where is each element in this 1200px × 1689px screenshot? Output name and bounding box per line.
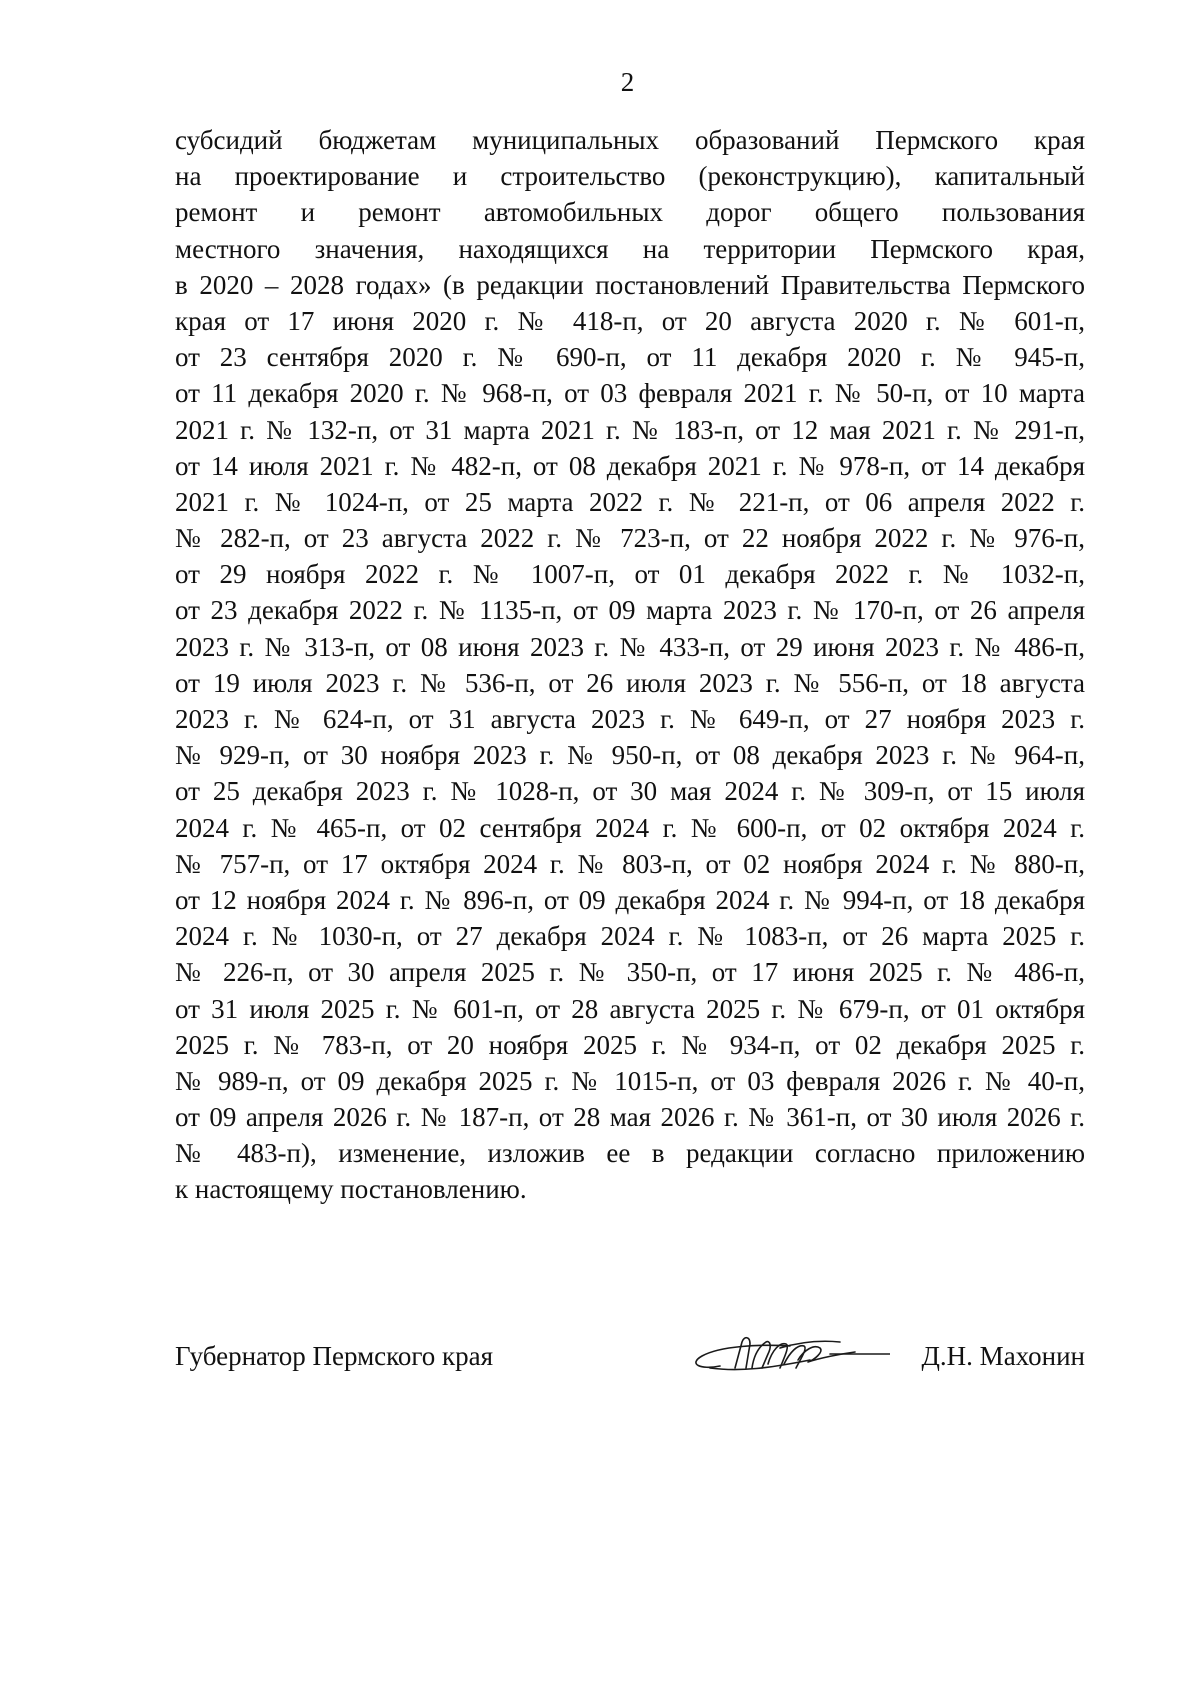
body-line: от 23 декабря 2022 г. № 1135-п, от 09 марта 2023 г. № 170-п, от 26 апреля bbox=[175, 595, 1085, 626]
body-line: края от 17 июня 2020 г. № 418-п, от 20 августа 2020 г. № 601-п, bbox=[175, 305, 1085, 336]
body-line: ремонт и ремонт автомобильных дорог общего пользования bbox=[175, 197, 1085, 228]
body-line: 2021 г. № 1024-п, от 25 марта 2022 г. № 221-п, от 06 апреля 2022 г. bbox=[175, 486, 1085, 517]
body-line: № 282-п, от 23 августа 2022 г. № 723-п, от 22 ноября 2022 г. № 976-п, bbox=[175, 523, 1085, 554]
body-text bbox=[175, 122, 1085, 1208]
body-line: от 19 июля 2023 г. № 536-п, от 26 июля 2023 г. № 556-п, от 18 августа bbox=[175, 667, 1085, 698]
body-line: 2025 г. № 783-п, от 20 ноября 2025 г. № 934-п, от 02 декабря 2025 г. bbox=[175, 1029, 1085, 1060]
body-line: от 29 ноября 2022 г. № 1007-п, от 01 декабря 2022 г. № 1032-п, bbox=[175, 559, 1085, 590]
body-line: 2024 г. № 465-п, от 02 сентября 2024 г. № 600-п, от 02 октября 2024 г. bbox=[175, 812, 1085, 843]
body-line: от 23 сентября 2020 г. № 690-п, от 11 декабря 2020 г. № 945-п, bbox=[175, 342, 1085, 373]
body-line: к настоящему постановлению. bbox=[175, 1174, 527, 1205]
body-line: 2023 г. № 313-п, от 08 июня 2023 г. № 433-п, от 29 июня 2023 г. № 486-п, bbox=[175, 631, 1085, 662]
body-line: 2024 г. № 1030-п, от 27 декабря 2024 г. № 1083-п, от 26 марта 2025 г. bbox=[175, 921, 1085, 952]
body-line: от 12 ноября 2024 г. № 896-п, от 09 декабря 2024 г. № 994-п, от 18 декабря bbox=[175, 884, 1085, 915]
body-line: в 2020 – 2028 годах» (в редакции постановлений Правительства Пермского bbox=[175, 269, 1085, 300]
page-number: 2 bbox=[620, 67, 635, 97]
body-line: № 757-п, от 17 октября 2024 г. № 803-п, от 02 ноября 2024 г. № 880-п, bbox=[175, 848, 1085, 879]
handwritten-signature bbox=[680, 1324, 890, 1384]
body-line: 2023 г. № 624-п, от 31 августа 2023 г. № 649-п, от 27 ноября 2023 г. bbox=[175, 704, 1085, 734]
signatory-name: Д.Н. Махонин bbox=[921, 1341, 1085, 1371]
body-line: субсидий бюджетам муниципальных образований Пермского края bbox=[175, 125, 1085, 155]
body-line: на проектирование и строительство (реконструкцию), капитальный bbox=[175, 161, 1085, 192]
body-line: от 14 июля 2021 г. № 482-п, от 08 декабря 2021 г. № 978-п, от 14 декабря bbox=[175, 450, 1085, 481]
body-line: от 31 июля 2025 г. № 601-п, от 28 августа 2025 г. № 679-п, от 01 октября bbox=[175, 993, 1085, 1024]
body-line: от 09 апреля 2026 г. № 187-п, от 28 мая 2026 г. № 361-п, от 30 июля 2026 г. bbox=[175, 1102, 1085, 1133]
body-line: местного значения, находящихся на территории Пермского края, bbox=[175, 233, 1085, 264]
body-line: от 11 декабря 2020 г. № 968-п, от 03 февраля 2021 г. № 50-п, от 10 марта bbox=[175, 378, 1085, 409]
signature-block bbox=[175, 1336, 1085, 1396]
body-line: № 226-п, от 30 апреля 2025 г. № 350-п, от 17 июня 2025 г. № 486-п, bbox=[175, 957, 1085, 988]
signatory-title: Губернатор Пермского края bbox=[175, 1341, 494, 1371]
body-line: № 989-п, от 09 декабря 2025 г. № 1015-п, от 03 февраля 2026 г. № 40-п, bbox=[175, 1065, 1085, 1096]
body-line: 2021 г. № 132-п, от 31 марта 2021 г. № 183-п, от 12 мая 2021 г. № 291-п, bbox=[175, 414, 1085, 445]
body-line: № 483-п), изменение, изложив ее в редакции согласно приложению bbox=[175, 1138, 1085, 1169]
body-line: № 929-п, от 30 ноября 2023 г. № 950-п, от 08 декабря 2023 г. № 964-п, bbox=[175, 740, 1085, 771]
body-line: от 25 декабря 2023 г. № 1028-п, от 30 мая 2024 г. № 309-п, от 15 июля bbox=[175, 776, 1085, 807]
